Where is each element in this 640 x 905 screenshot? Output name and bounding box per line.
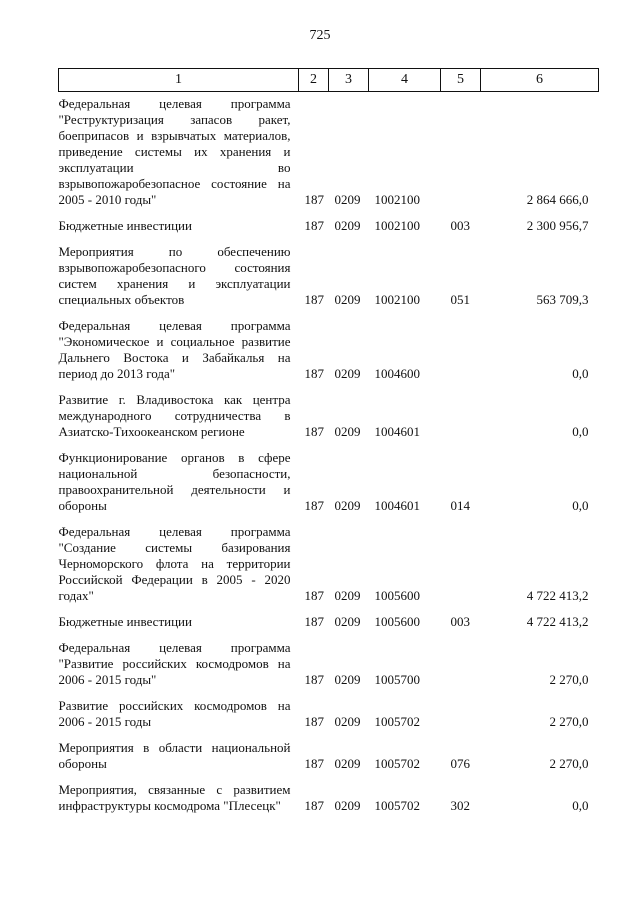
table-row: [59, 740, 599, 772]
row-section-code: 0209: [334, 366, 361, 381]
row-amount: 0,0: [572, 798, 589, 813]
row-name: Бюджетные инвестиции: [58, 614, 192, 629]
row-ministry-code: 187: [304, 588, 324, 603]
row-ministry-code: 187: [304, 292, 324, 307]
row-spacer: [59, 382, 599, 392]
row-section-code: 0209: [334, 614, 361, 629]
row-ministry-code: 187: [304, 498, 324, 513]
row-spacer: [59, 604, 599, 614]
page-number: 725: [309, 28, 331, 43]
row-expense-type-code: 003: [450, 218, 470, 233]
row-expense-type-code: 076: [450, 756, 470, 771]
row-amount: 2 270,0: [549, 756, 589, 771]
row-section-code: 0209: [334, 498, 361, 513]
row-expense-type-code: 003: [450, 614, 470, 629]
table-row: [59, 698, 599, 730]
row-target-item-code: 1002100: [374, 192, 420, 207]
row-target-item-code: 1004601: [374, 424, 420, 439]
row-amount: 2 270,0: [549, 672, 589, 687]
row-amount: 2 270,0: [549, 714, 589, 729]
row-target-item-code: 1004600: [374, 366, 420, 381]
row-expense-type-code: [441, 698, 481, 730]
table-row: [59, 640, 599, 688]
row-name: Федеральная целевая программа "Реструктуризация запасов ракет, боеприпасов и взрывчатых материалов, приведение системы их хранения и эксплуатации во взрывопожаробезопасное состояние на 2005 - 2010 годы": [58, 96, 291, 207]
row-target-item-code: 1002100: [374, 218, 420, 233]
row-spacer: [59, 514, 599, 524]
column-header-section: 3: [329, 69, 369, 92]
row-ministry-code: 187: [304, 756, 324, 771]
row-name: Развитие г. Владивостока как центра международного сотрудничества в Азиатско-Тихоокеанском регионе: [58, 392, 291, 439]
row-target-item-code: 1005702: [374, 756, 420, 771]
row-name: Мероприятия, связанные с развитием инфраструктуры космодрома "Плесецк": [58, 782, 291, 813]
row-amount: 2 864 666,0: [526, 192, 589, 207]
row-expense-type-code: 014: [450, 498, 470, 513]
column-header-expense-type: 5: [441, 69, 481, 92]
row-expense-type-code: 302: [450, 798, 470, 813]
row-ministry-code: 187: [304, 218, 324, 233]
row-section-code: 0209: [334, 218, 361, 233]
row-ministry-code: 187: [304, 614, 324, 629]
row-target-item-code: 1005600: [374, 588, 420, 603]
row-ministry-code: 187: [304, 714, 324, 729]
row-expense-type-code: [441, 318, 481, 382]
row-amount: 0,0: [572, 366, 589, 381]
row-spacer: [59, 630, 599, 640]
row-ministry-code: 187: [304, 798, 324, 813]
table-row: [59, 614, 599, 630]
row-name: Федеральная целевая программа "Экономическое и социальное развитие Дальнего Востока и Забайкалья на период до 2013 года": [58, 318, 291, 381]
column-numbers-row: [59, 69, 599, 92]
row-name: Бюджетные инвестиции: [58, 218, 192, 233]
row-target-item-code: 1002100: [374, 292, 420, 307]
column-header-target-item: 4: [369, 69, 441, 92]
row-ministry-code: 187: [304, 672, 324, 687]
row-target-item-code: 1004601: [374, 498, 420, 513]
table-row: [59, 244, 599, 308]
row-name: Мероприятия в области национальной обороны: [58, 740, 291, 771]
row-section-code: 0209: [334, 292, 361, 307]
row-section-code: 0209: [334, 756, 361, 771]
row-name: Функционирование органов в сфере национальной безопасности, правоохранительной деятельности и обороны: [58, 450, 291, 513]
row-spacer: [59, 234, 599, 244]
row-section-code: 0209: [334, 798, 361, 813]
table-row: [59, 524, 599, 604]
row-amount: 0,0: [572, 424, 589, 439]
row-expense-type-code: [441, 92, 481, 209]
row-target-item-code: 1005700: [374, 672, 420, 687]
table-row: [59, 318, 599, 382]
row-section-code: 0209: [334, 588, 361, 603]
row-amount: 0,0: [572, 498, 589, 513]
row-ministry-code: 187: [304, 366, 324, 381]
table-row: [59, 392, 599, 440]
row-section-code: 0209: [334, 424, 361, 439]
column-header-name: 1: [59, 69, 299, 92]
budget-table: [58, 68, 599, 814]
table-row: [59, 92, 599, 209]
row-section-code: 0209: [334, 672, 361, 687]
row-spacer: [59, 688, 599, 698]
row-spacer: [59, 440, 599, 450]
row-target-item-code: 1005702: [374, 798, 420, 813]
row-amount: 563 709,3: [536, 292, 589, 307]
row-spacer: [59, 730, 599, 740]
row-section-code: 0209: [334, 714, 361, 729]
row-expense-type-code: [441, 640, 481, 688]
row-ministry-code: 187: [304, 424, 324, 439]
row-expense-type-code: [441, 524, 481, 604]
row-ministry-code: 187: [304, 192, 324, 207]
row-amount: 2 300 956,7: [526, 218, 589, 233]
row-amount: 4 722 413,2: [526, 588, 589, 603]
column-header-ministry: 2: [299, 69, 329, 92]
row-name: Федеральная целевая программа "Развитие российских космодромов на 2006 - 2015 годы": [58, 640, 291, 687]
row-target-item-code: 1005600: [374, 614, 420, 629]
row-target-item-code: 1005702: [374, 714, 420, 729]
table-row: [59, 782, 599, 814]
row-name: Мероприятия по обеспечению взрывопожаробезопасного состояния систем хранения и эксплуатации специальных объектов: [58, 244, 291, 307]
row-expense-type-code: 051: [450, 292, 470, 307]
table-header: [59, 69, 599, 92]
row-name: Федеральная целевая программа "Создание системы базирования Черноморского флота на территории Российской Федерации в 2005 - 2020 годах": [58, 524, 291, 603]
row-amount: 4 722 413,2: [526, 614, 589, 629]
table-row: [59, 218, 599, 234]
row-spacer: [59, 208, 599, 218]
row-spacer: [59, 308, 599, 318]
column-header-amount: 6: [481, 69, 599, 92]
table-row: [59, 450, 599, 514]
row-expense-type-code: [441, 392, 481, 440]
row-name: Развитие российских космодромов на 2006 - 2015 годы: [58, 698, 291, 729]
table-body: [59, 92, 599, 815]
row-spacer: [59, 772, 599, 782]
row-section-code: 0209: [334, 192, 361, 207]
